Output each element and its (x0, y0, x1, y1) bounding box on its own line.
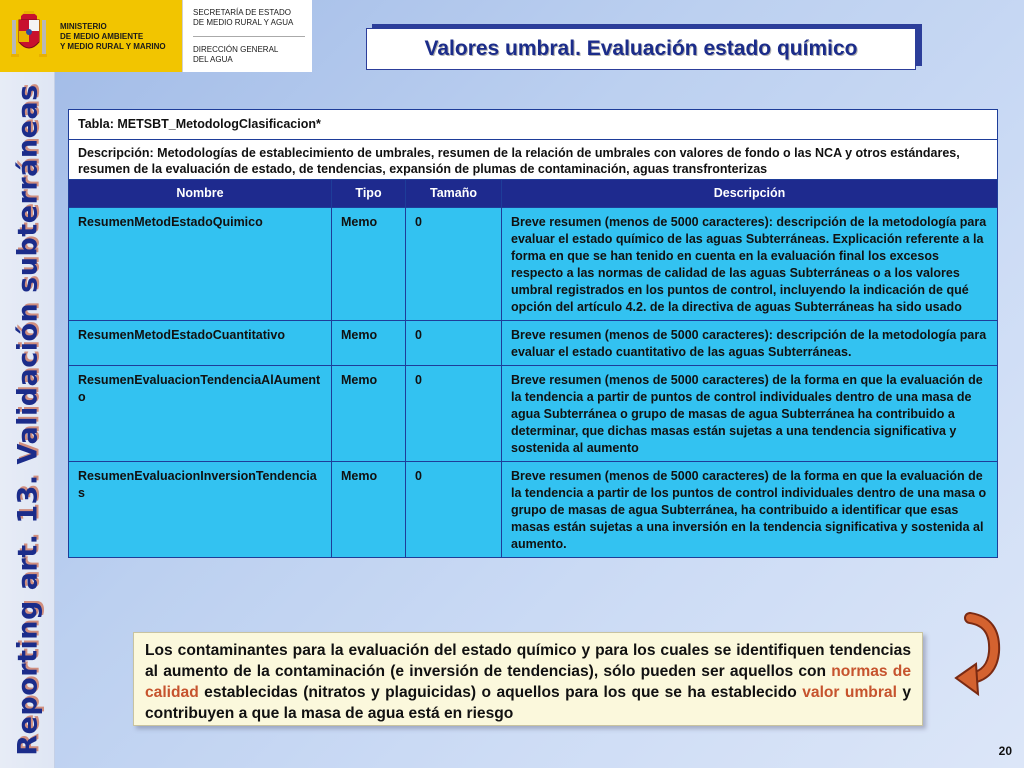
cell-descripcion: Breve resumen (menos de 5000 caracteres) de la forma en que la evaluación de la tendencia a partir de puntos de control individuales dentro de una masa de agua Subterránea o grupo de masas de agua Subterránea ha contribuido a determinar, que dichas masas están sujetas a una tendencia significativa y sostenida al aumento (502, 366, 998, 462)
cell-nombre: ResumenEvaluacionTendenciaAlAumento (69, 366, 332, 462)
ministry-line-2: DE MEDIO AMBIENTE (60, 32, 144, 41)
cell-descripcion: Breve resumen (menos de 5000 caracteres): descripción de la metodología para evaluar el estado cuantitativo de las aguas Subterráneas. (502, 321, 998, 366)
note-text-2: establecidas (nitratos y plaguicidas) o aquellos para los que se ha establecido (198, 684, 803, 701)
vertical-section-title: Reporting art. 13. Validación subterráneas (12, 84, 44, 756)
col-header-tipo: Tipo (332, 180, 406, 208)
secretaria-name (193, 8, 293, 28)
col-header-descripcion: Descripción (502, 180, 998, 208)
direccion-line-1: DIRECCIÓN GENERAL (193, 45, 279, 54)
cell-tipo: Memo (332, 462, 406, 558)
cell-tamano: 0 (406, 208, 502, 321)
direccion-line-2: DEL AGUA (193, 55, 233, 64)
table-row (69, 366, 998, 462)
page-number: 20 (998, 744, 1012, 758)
slide-title: Valores umbral. Evaluación estado químico (424, 37, 858, 60)
cell-descripcion: Breve resumen (menos de 5000 caracteres): descripción de la metodología para evaluar el estado químico de las aguas Subterráneas. Explicación referente a la forma en que se han tenido en cuenta en la evaluación final los excesos respecto a las normas de calidad de las aguas Subterráneas o a los valores umbral registrados en los puntos de control, incluyendo la indicación de qué opción del artículo 4.2. de la directiva de aguas Subterráneas ha sido usado (502, 208, 998, 321)
cell-tipo: Memo (332, 321, 406, 366)
slide-title-box (366, 28, 916, 70)
cell-tamano: 0 (406, 321, 502, 366)
table-name-row (69, 110, 998, 140)
note-highlight-valor-umbral: valor umbral (802, 684, 897, 701)
cell-tipo: Memo (332, 208, 406, 321)
note-text-1: Los contaminantes para la evaluación del estado químico y para los cuales se identifiquen tendencias al aumento de la contaminación (e inversión de tendencias), sólo pueden ser aquellos con (145, 642, 911, 680)
table-row (69, 462, 998, 558)
table-row (69, 321, 998, 366)
table-row (69, 208, 998, 321)
ministry-name (60, 22, 166, 52)
curved-return-arrow-icon[interactable] (950, 612, 1002, 698)
metodolog-table (68, 109, 997, 558)
note-highlight-normas: normas de calidad (145, 663, 911, 701)
spain-coat-of-arms-icon (10, 8, 48, 60)
table-header-row (69, 180, 998, 208)
ministry-logo-block (0, 0, 182, 72)
table-name: Tabla: METSBT_MetodologClasificacion* (69, 110, 998, 140)
ministry-line-3: Y MEDIO RURAL Y MARINO (60, 42, 166, 51)
col-header-tamano: Tamaño (406, 180, 502, 208)
note-text-3: y contribuyen a que la masa de agua está en riesgo (145, 684, 912, 722)
secretaria-line-2: DE MEDIO RURAL Y AGUA (193, 18, 294, 27)
cell-nombre: ResumenMetodEstadoQuimico (69, 208, 332, 321)
explanatory-note (133, 632, 923, 726)
cell-tamano: 0 (406, 366, 502, 462)
direccion-name (193, 45, 278, 65)
table-description-row (69, 140, 998, 180)
col-header-nombre: Nombre (69, 180, 332, 208)
cell-descripcion: Breve resumen (menos de 5000 caracteres) de la forma en que la evaluación de la tendencia a partir de los puntos de control individuales dentro de una masa o grupo de masas de agua Subterránea, ha contribuido a identificar que esas masas están sujetas a una inversión en la tendencia significativa y sostenida al aumento. (502, 462, 998, 558)
cell-tipo: Memo (332, 366, 406, 462)
secretaria-line-1: SECRETARÍA DE ESTADO (193, 8, 291, 17)
cell-nombre: ResumenEvaluacionInversionTendencias (69, 462, 332, 558)
cell-tamano: 0 (406, 462, 502, 558)
cell-nombre: ResumenMetodEstadoCuantitativo (69, 321, 332, 366)
secretaria-block (182, 0, 312, 72)
header-divider (193, 36, 305, 37)
ministry-line-1: MINISTERIO (60, 22, 107, 31)
table-description: Descripción: Metodologías de establecimiento de umbrales, resumen de la relación de umbrales con valores de fondo o las NCA y otros estándares, resumen de la evaluación de estado, de tendencias, expansión de plumas de contaminación, aguas transfronterizas (69, 140, 998, 180)
